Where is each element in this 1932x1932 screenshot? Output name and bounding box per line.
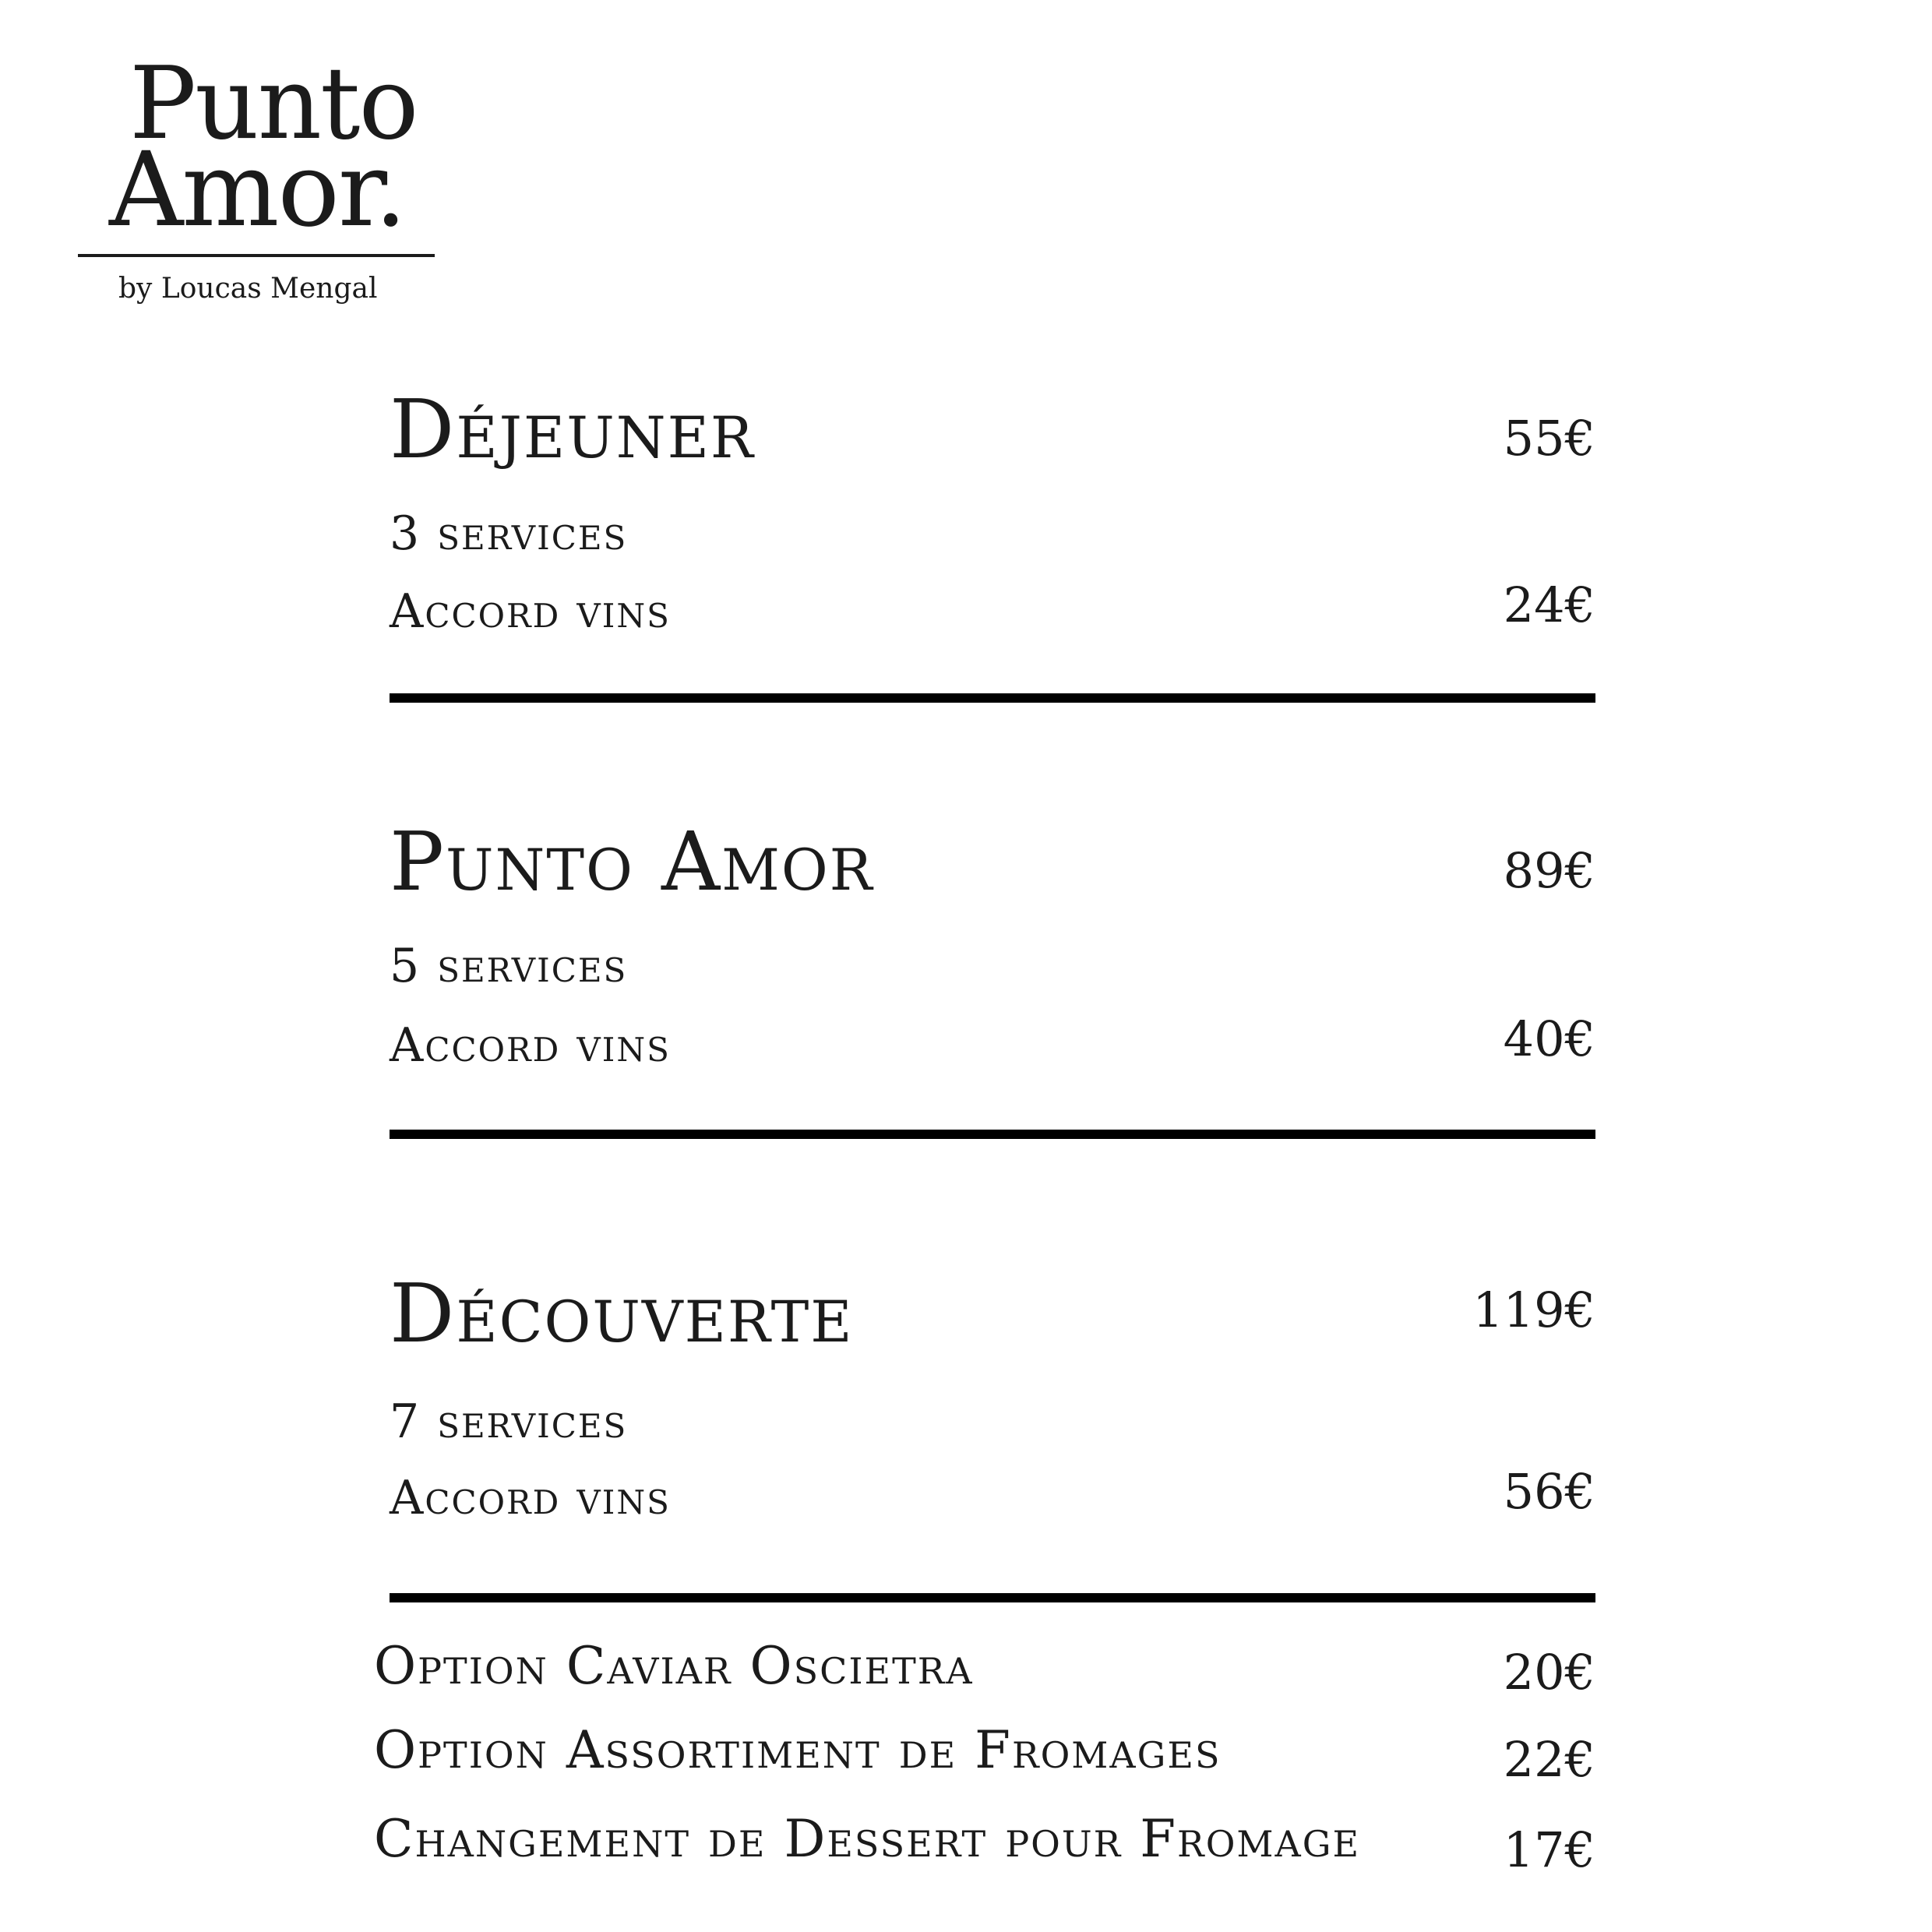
brand-tagline: by Loucas Mengal	[118, 273, 378, 305]
section-divider	[390, 693, 1595, 703]
wine-pairing-label: Accord vins	[390, 1471, 671, 1525]
menu-price: 55€	[1503, 410, 1595, 467]
menu-title: Punto Amor	[390, 814, 874, 909]
section-divider	[390, 1130, 1595, 1139]
menu-price: 89€	[1503, 842, 1595, 899]
option-price: 22€	[1503, 1731, 1595, 1788]
wine-pairing-price: 40€	[1503, 1010, 1595, 1067]
menu-courses: 7 services	[390, 1394, 628, 1449]
option-label: Option Assortiment de Fromages	[374, 1720, 1222, 1780]
option-label: Option Caviar Oscietra	[374, 1636, 974, 1696]
brand-name-line2: Amor.	[109, 130, 406, 250]
wine-pairing-label: Accord vins	[390, 584, 671, 639]
menu-title: Déjeuner	[390, 382, 755, 477]
option-price: 17€	[1503, 1821, 1595, 1878]
menu-courses: 3 services	[390, 506, 628, 561]
menu-title: Découverte	[390, 1266, 854, 1361]
menu-price: 119€	[1472, 1282, 1595, 1338]
wine-pairing-label: Accord vins	[390, 1018, 671, 1073]
section-divider	[390, 1593, 1595, 1602]
option-label: Changement de Dessert pour Fromage	[374, 1809, 1361, 1869]
brand-divider	[78, 254, 435, 257]
option-price: 20€	[1503, 1644, 1595, 1701]
wine-pairing-price: 24€	[1503, 576, 1595, 633]
menu-courses: 5 services	[390, 939, 628, 993]
brand-name-line1: Punto	[129, 46, 418, 162]
wine-pairing-price: 56€	[1503, 1463, 1595, 1520]
